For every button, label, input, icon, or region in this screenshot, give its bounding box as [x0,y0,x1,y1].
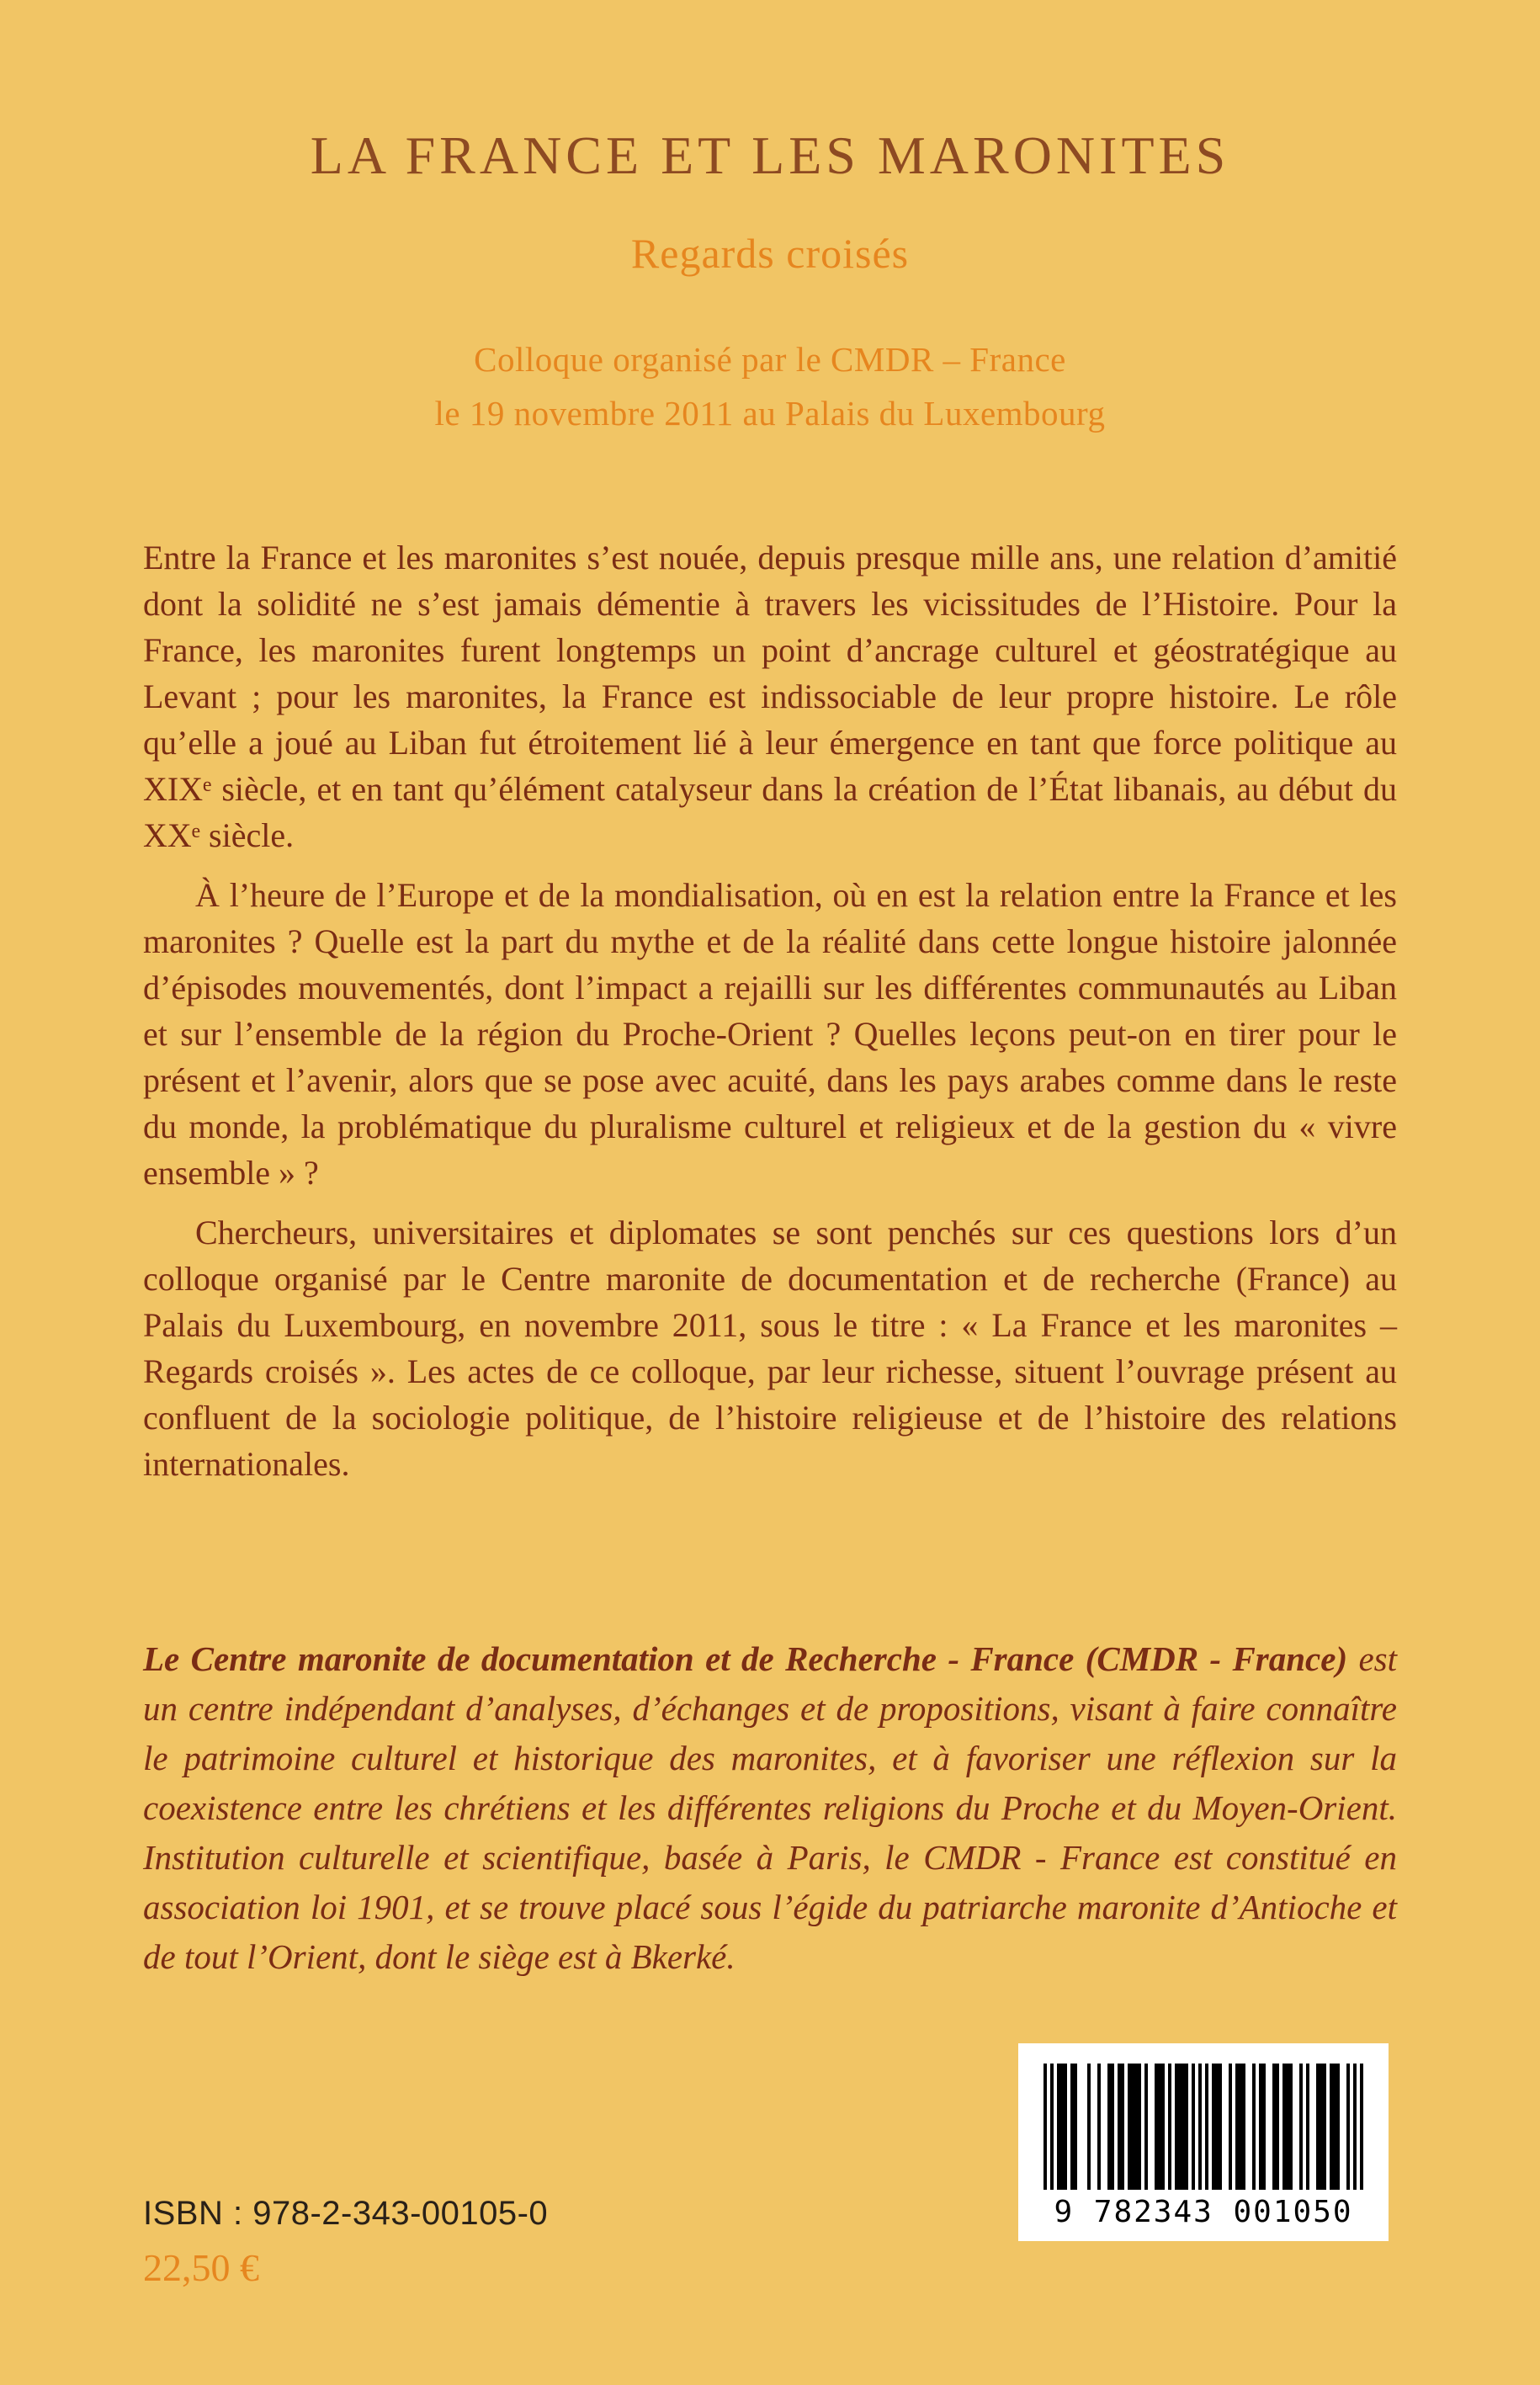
barcode-image [1043,2064,1363,2190]
event-line-2: le 19 novembre 2011 au Palais du Luxembourg [434,393,1106,433]
event-line-1: Colloque organisé par le CMDR – France [474,340,1066,380]
synopsis [143,534,1397,1487]
title-block [143,126,1397,440]
about-paragraph [143,1634,1397,1982]
about-lead: Le Centre maronite de documentation et de Recherche - France (CMDR - France) [143,1639,1348,1679]
page-title: LA FRANCE ET LES MARONITES [310,125,1230,185]
page-subtitle: Regards croisés [630,230,910,278]
barcode-number: 9 782343 001050 [1054,2195,1353,2229]
barcode [1018,2043,1389,2241]
about-rest: est un centre indépendant d’analyses, d’échanges et de propositions, visant à faire connaître le patrimoine culturel et historique des maronites, et à favoriser une réflexion sur la coexistence entre les chrétiens et les différentes religions du Proche et du Moyen-Orient. Institution culturelle et scientifique, basée à Paris, le CMDR - France est constitué en association loi 1901, et se trouve placé sous l’égide du patriarche maronite d’Antioche et de tout l’Orient, dont le siège est à Bkerké. [143,1639,1397,1977]
isbn-text: ISBN : 978-2-343-00105-0 [143,2195,549,2232]
body-paragraph: Chercheurs, universitaires et diplomates se sont penchés sur ces questions lors d’un colloque organisé par le Centre maronite de documentation et de recherche (France) au Palais du Luxembourg, en novembre 2011, sous le titre : « La France et les maronites – Regards croisés ». Les actes de ce colloque, par leur richesse, situent l’ouvrage présent au confluent de la sociologie politique, de l’histoire religieuse et de l’histoire des relations internationales. [143,1214,1397,1484]
price-text: 22,50 € [143,2246,259,2289]
body-paragraph: À l’heure de l’Europe et de la mondialisation, où en est la relation entre la France et les maronites ? Quelle est la part du mythe et de la réalité dans cette longue histoire jalonnée d’épisodes mouvementés, dont l’impact a rejailli sur les différentes communautés au Liban et sur l’ensemble de la région du Proche-Orient ? Quelles leçons peut-on en tirer pour le présent et l’avenir, alors que se pose avec acuité, dans les pays arabes comme dans le reste du monde, la problématique du pluralisme culturel et religieux et de la gestion du « vivre ensemble » ? [143,876,1397,1192]
event-info [143,333,1397,440]
body-paragraph: Entre la France et les maronites s’est nouée, depuis presque mille ans, une relation d’amitié dont la solidité ne s’est jamais démentie à travers les vicissitudes de l’Histoire. Pour la France, les maronites furent longtemps un point d’ancrage culturel et géostratégique au Levant ; pour les maronites, la France est indissociable de leur propre histoire. Le rôle qu’elle a joué au Liban fut étroitement lié à leur émergence en tant que force politique au XIXᵉ siècle, et en tant qu’élément catalyseur dans la création de l’État libanais, au début du XXᵉ siècle. [143,539,1397,855]
